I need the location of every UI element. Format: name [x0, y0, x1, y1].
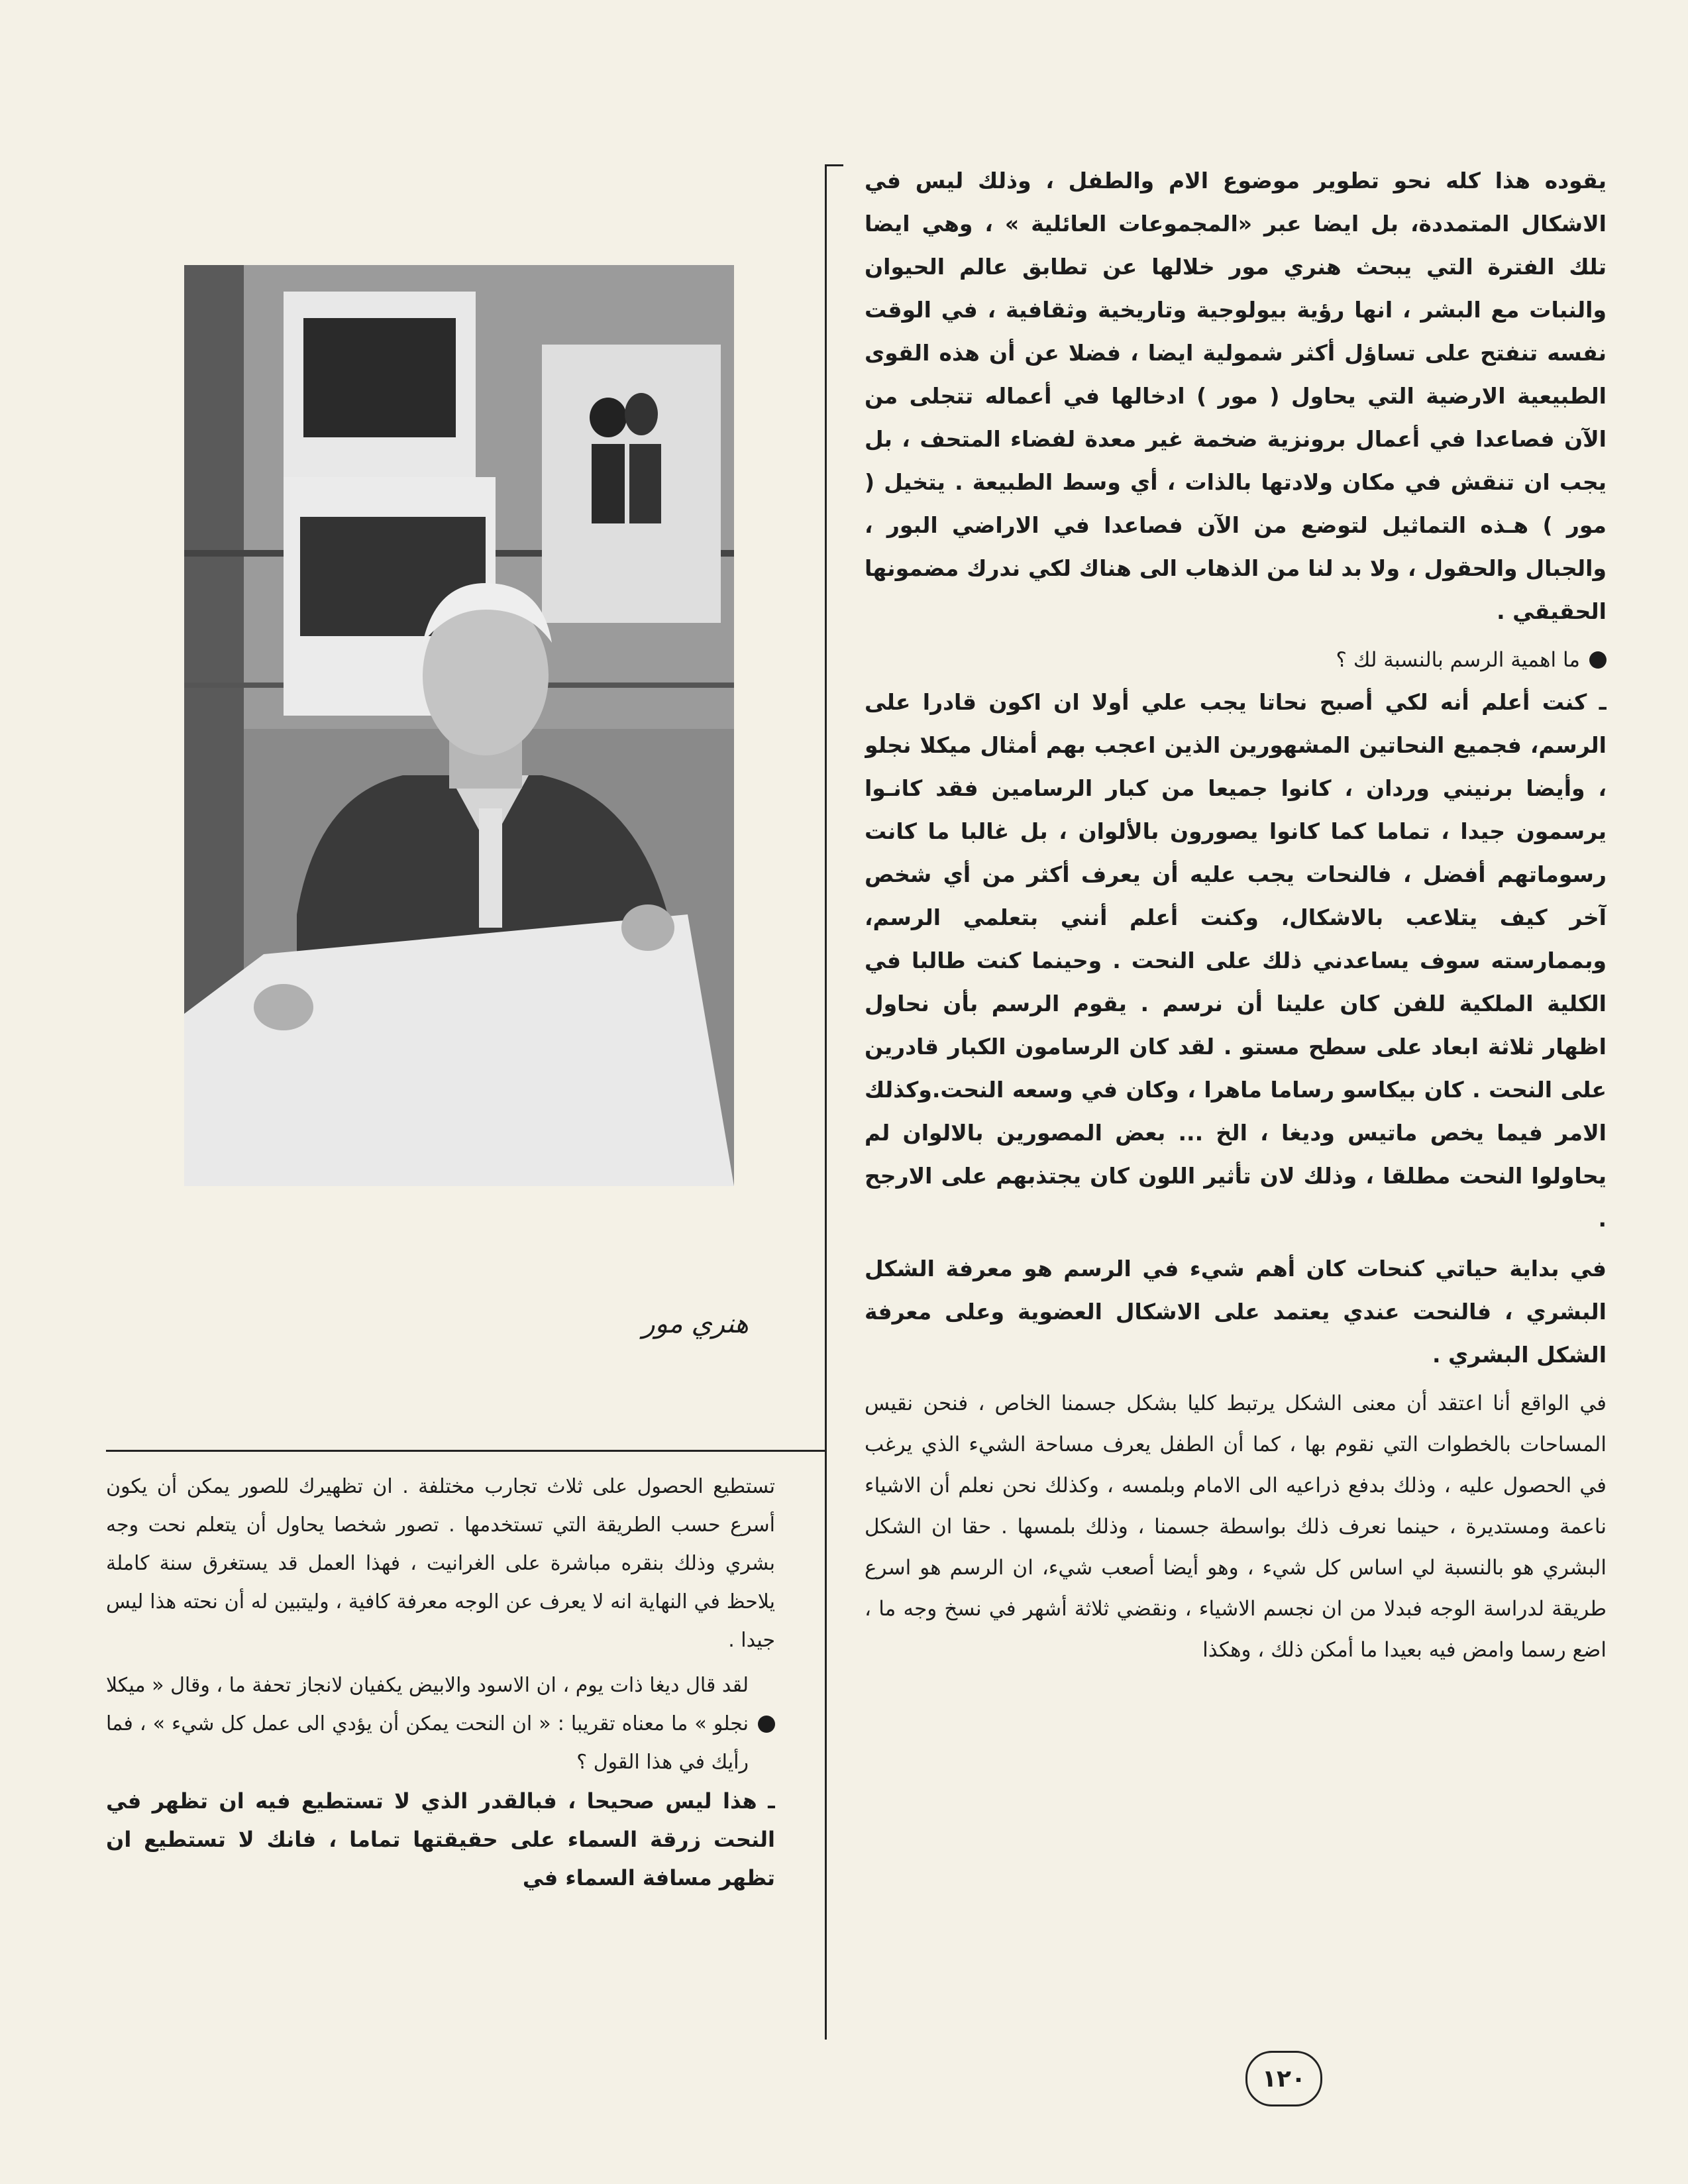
question-text: ما اهمية الرسم بالنسبة لك ؟ — [1336, 648, 1580, 672]
paragraph-intro: يقوده هذا كله نحو تطوير موضوع الام والطفل ، وذلك ليس في الاشكال المتمددة، بل ايضا عبر «المجموعات العائلية » ، وهي ايضا تلك الفترة التي يبحث هنري مور خلالها عن تطابق عالم الحيوان والنبات مع البشر ، انها رؤية بيولوجية وتاريخية وثقافية ، في الوقت نفسه تنفتح على تساؤل أكثر شمولية ايضا ، فضلا عن أن هذه القوى الطبيعية الارضية التي يحاول ( مور ) ادخالها في أعماله تتجلى من الآن فصاعدا في أعمال برونزية ضخمة غير معدة لفضاء المتحف ، بل يجب ان تنقش في مكان ولادتها بالذات ، أي وسط الطبيعة . يتخيل ( مور ) هـذه التماثيل لتوضع من الآن فصاعدا في الاراضي البور ، والجبال والحقول ، ولا بد لنا من الذهاب الى هناك لكي ندرك مضمونها الحقيقي . — [865, 168, 1607, 624]
column-divider-vertical — [825, 164, 827, 2040]
photo-box-divider-horizontal — [106, 1450, 827, 1452]
photo-henry-moore — [184, 265, 734, 1186]
bullet-icon — [758, 1716, 775, 1733]
bullet-icon — [1589, 651, 1607, 669]
right-text-column — [865, 159, 1607, 2081]
photo-caption: هنري مور — [642, 1309, 749, 1339]
paragraph-photography: تستطيع الحصول على ثلاث تجارب مختلفة . ان تظهيرك للصور يمكن أن يكون أسرع حسب الطريقة التي تستخدمها . تصور شخصا يحاول أن يتعلم نحت وجه بشري وذلك بنقره مباشرة على الغرانيت ، فهذا العمل قد يستغرق سنة كاملة يلاحظ في النهاية انه لا يعرف عن الوجه معرفة كافية ، وليتبين له أن نحته هذا ليس جيدا . — [106, 1475, 775, 1652]
paragraph-form-meaning: في الواقع أنا اعتقد أن معنى الشكل يرتبط كليا بشكل جسمنا الخاص ، فنحن نقيس المساحات بالخطوات التي نقوم بها ، كما أن الطفل يعرف مساحة الشيء الذي يرغب في الحصول عليه ، وذلك بدفع ذراعيه الى الامام وبلمسه ، وكذلك نحن نعلم أن الاشياء ناعمة ومستديرة ، حينما نعرف ذلك بواسطة جسمنا ، وذلك بلمسها . حقا ان الشكل البشري هو بالنسبة لي اساس كل شيء ، وهو أيضا أصعب شيء، ان الرسم هو اسرع طريقة لدراسة الوجه فبدلا من ان نجسم الاشياء ، ونقضي ثلاثة أشهر في نسخ وجه ما ، اضع رسما وامض فيه بعيدا ما أمكن ذلك ، وهكذا — [865, 1392, 1607, 1662]
paragraph-answer: ـ كنت أعلم أنه لكي أصبح نحاتا يجب علي أولا ان اكون قادرا على الرسم، فجميع النحاتين المشهورين الذين اعجب بهم أمثال ميكلا نجلو ، وأيضا برنيني وردان ، كانوا جميعا من كبار الرسامين فقد كانـوا يرسمون جيدا ، تماما كما كانوا يصورون بالألوان ، بل غالبا ما كانت رسوماتهم أفضل ، فالنحات يجب عليه أن يعرف أكثر من أي شخص آخر كيف يتلاعب بالاشكال، وكنت أعلم أنني بتعلمي الرسم، وبممارسته سوف يساعدني ذلك على النحت . وحينما كنت طالبا في الكلية الملكية للفن كان علينا أن نرسم . يقوم الرسم بأن نحاول اظهار ثلاثة ابعاد على سطح مستو . لقد كان الرسامون الكبار قادرين على النحت . كان بيكاسو رساما ماهرا ، وكان في وسعه النحت.وكذلك الامر فيما يخص ماتيس وديغا ، الخ ... بعض المصورين بالالوان لم يحاولوا النحت مطلقا ، وذلك لان تأثير اللون كان يجتذبهم على الارجح . — [865, 689, 1607, 1232]
photo-illustration — [184, 265, 734, 1186]
paragraph-human-form: في بداية حياتي كنحات كان أهم شيء في الرسم هو معرفة الشكل البشري ، فالنحت عندي يعتمد على الاشكال العضوية وعلى معرفة الشكل البشري . — [865, 1256, 1607, 1368]
question-text-degas: لقد قال ديغا ذات يوم ، ان الاسود والابيض يكفيان لانجاز تحفة ما ، وقال « ميكلا نجلو » ما معناه تقريبا : « ان النحت يمكن أن يؤدي الى عمل كل شيء » ، فما رأيك في هذا القول ؟ — [106, 1674, 749, 1774]
paragraph-answer-sky: ـ هذا ليس صحيحا ، فبالقدر الذي لا تستطيع فيه ان تظهر في النحت زرقة السماء على حقيقتها تماما ، فانك لا تستطيع ان تظهر مسافة السماء في — [106, 1788, 775, 1890]
interview-question — [865, 639, 1607, 681]
interview-question-degas — [106, 1666, 775, 1782]
column-divider-tick — [825, 164, 843, 166]
page-number: ١٢٠ — [1245, 2051, 1322, 2106]
left-text-column — [106, 1468, 775, 2084]
